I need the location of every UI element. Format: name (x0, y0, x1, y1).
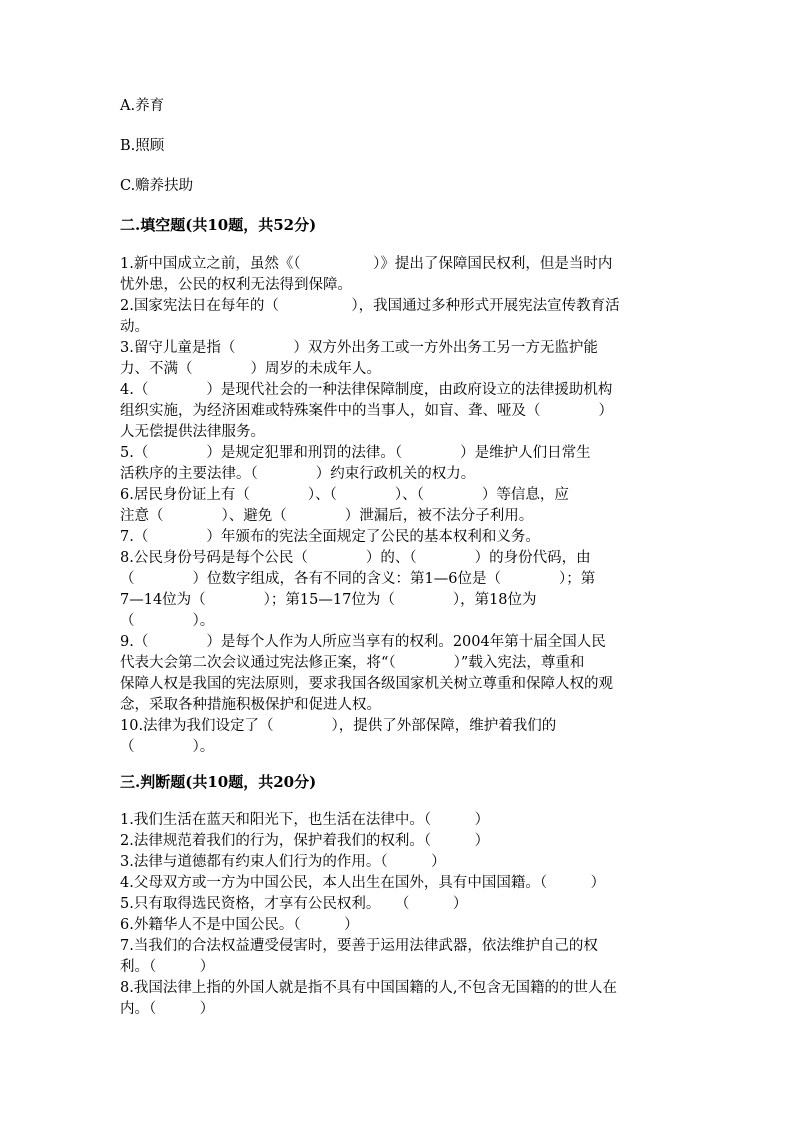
question-line: 10.法律为我们设定了（ ），提供了外部保障，维护着我们的 (120, 718, 557, 734)
question-line: 8.公民身份号码是每个公民（ ）的、（ ）的身份代码，由 (120, 550, 591, 566)
question-line: 利。（ ） (120, 959, 215, 975)
question-line: 念，采取各种措施积极保护和促进人权。 (120, 697, 381, 713)
question-line: 5.只有取得选民资格，才享有公民权利。 （ ） (120, 896, 468, 912)
question-line: 1.我们生活在蓝天和阳光下，也生活在法律中。（ ） (120, 812, 490, 828)
question-line: 1.新中国成立之前，虽然《（ ）》提出了保障国民权利，但是当时内 (120, 256, 613, 272)
question-line: 2.法律规范着我们的行为，保护着我们的权利。（ ） (120, 833, 490, 849)
question-line: （ ）。 (120, 613, 215, 629)
question-line: 力、不满（ ）周岁的未成年人。 (120, 361, 381, 377)
section-heading-true-false: 三.判断题(共10题，共20分) (120, 773, 317, 791)
question-line: 3.法律与道德都有约束人们行为的作用。（ ） (120, 854, 446, 870)
question-line: 组织实施，为经济困难或特殊案件中的当事人，如盲、聋、哑及（ ） (120, 403, 613, 419)
question-line: 6.居民身份证上有（ ）、（ ）、（ ）等信息，应 (120, 487, 569, 503)
question-line: 5.（ ）是规定犯罪和刑罚的法律。（ ）是维护人们日常生 (120, 445, 591, 461)
question-line: 4.（ ）是现代社会的一种法律保障制度，由政府设立的法律援助机构 (120, 382, 613, 398)
question-line: 忧外患，公民的权利无法得到保障。 (120, 277, 352, 293)
question-line: 保障人权是我国的宪法原则，要求我国各级国家机关树立尊重和保障人权的观 (120, 676, 613, 692)
question-line: 6.外籍华人不是中国公民。（ ） (120, 917, 359, 933)
question-line: 7.当我们的合法权益遭受侵害时，要善于运用法律武器，依法维护自己的权 (120, 938, 598, 954)
question-line: 注意（ ）、避免（ ）泄漏后，被不法分子利用。 (120, 508, 534, 524)
question-line: 9.（ ）是每个人作为人所应当享有的权利。2004年第十届全国人民 (120, 634, 606, 650)
option-c: C.赡养扶助 (120, 178, 194, 194)
option-b: B.照顾 (120, 138, 165, 154)
question-line: 7.（ ）年颁布的宪法全面规定了公民的基本权利和义务。 (120, 529, 540, 545)
question-line: 代表大会第二次会议通过宪法修正案，将“（ ）”载入宪法，尊重和 (120, 655, 585, 671)
question-line: 人无偿提供法律服务。 (120, 424, 265, 440)
option-a: A.养育 (120, 98, 165, 114)
section-heading-fill-in-blank: 二.填空题(共10题，共52分) (120, 216, 317, 234)
question-line: 3.留守儿童是指（ ）双方外出务工或一方外出务工另一方无监护能 (120, 340, 598, 356)
question-line: （ ）。 (120, 739, 215, 755)
question-line: 8.我国法律上指的外国人就是指不具有中国国籍的人,不包含无国籍的的世人在 (120, 980, 617, 996)
question-line: 2.国家宪法日在每年的（ ），我国通过多种形式开展宪法宣传教育活 (120, 298, 620, 314)
question-line: 内。（ ） (120, 1001, 215, 1017)
question-line: 动。 (120, 319, 149, 335)
question-line: 4.父母双方或一方为中国公民，本人出生在国外，具有中国国籍。（ ） (120, 875, 606, 891)
question-line: （ ）位数字组成，各有不同的含义：第1—6位是（ ）；第 (120, 571, 596, 587)
question-line: 活秩序的主要法律。（ ）约束行政机关的权力。 (120, 466, 476, 482)
question-line: 7—14位为（ ）；第15—17位为（ ），第18位为 (120, 592, 537, 608)
